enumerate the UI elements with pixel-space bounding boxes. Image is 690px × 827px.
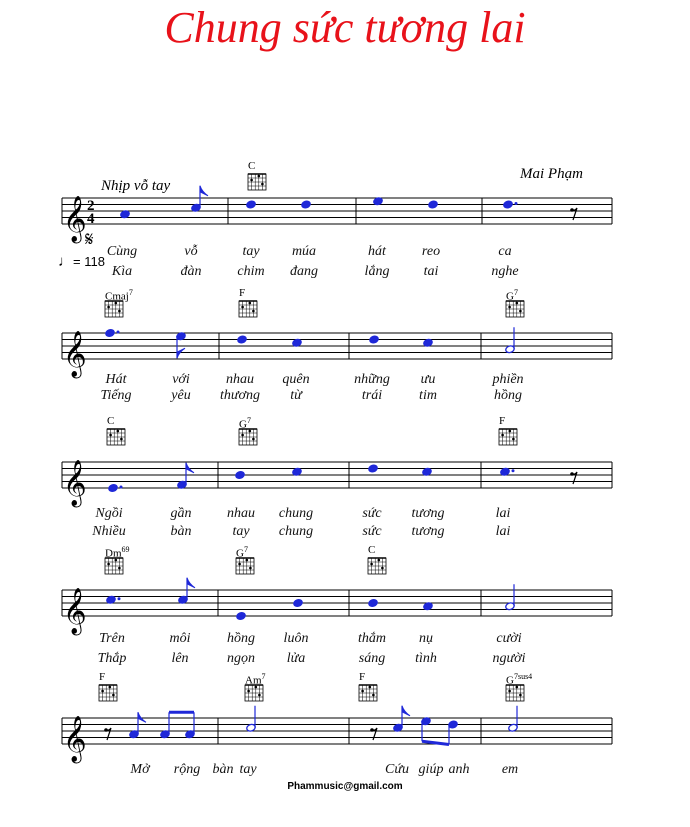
chord-finger-dot xyxy=(247,690,250,693)
chord-finger-dot xyxy=(101,690,104,693)
note-head xyxy=(236,612,246,621)
lyric-syllable: sức xyxy=(362,506,382,521)
chord-name xyxy=(506,287,518,303)
lyric-syllable: reo xyxy=(421,244,441,259)
chord-finger-dot xyxy=(241,434,244,437)
chord-diagram-icon xyxy=(105,301,123,317)
treble-clef-icon xyxy=(63,588,87,636)
lyric-syllable: Ngồi xyxy=(95,506,123,521)
treble-clef-glyph: 𝄞 xyxy=(63,196,87,242)
lyric-syllable: sức xyxy=(362,524,382,539)
chord-finger-dot xyxy=(378,559,381,562)
note-flag xyxy=(402,706,410,716)
chord-finger-dot xyxy=(117,430,120,433)
lyric-syllable: rộng xyxy=(173,762,201,777)
chord-finger-dot xyxy=(241,306,244,309)
eighth-rest-icon xyxy=(572,208,577,220)
lyric-syllable: tim xyxy=(419,388,437,403)
chord-extension: 7 xyxy=(128,288,133,297)
song-title: Chung sức tương lai xyxy=(164,3,526,52)
note-dot xyxy=(512,469,515,472)
chord-finger-dot xyxy=(118,567,121,570)
chord-diagram-icon xyxy=(359,685,377,701)
chord-extension: 7 xyxy=(246,416,251,425)
lyric-syllable: lắng xyxy=(364,264,390,279)
note-flag xyxy=(200,186,208,196)
chord-name xyxy=(359,671,365,683)
chord-extension: 7 xyxy=(243,545,248,554)
note-head xyxy=(108,484,118,493)
chord-name xyxy=(99,671,105,683)
lyric-syllable: giúp xyxy=(418,762,444,777)
chord-finger-dot xyxy=(501,434,504,437)
note-dot xyxy=(120,486,123,489)
chord-name xyxy=(105,544,130,560)
chord-finger-dot xyxy=(519,310,522,313)
lyric-syllable: môi xyxy=(169,631,191,646)
lyric-syllable: lên xyxy=(171,651,189,666)
lyric-syllable: tình xyxy=(415,651,437,666)
note-head xyxy=(503,200,513,209)
treble-clef-glyph: 𝄞 xyxy=(63,588,87,634)
chord-root: G xyxy=(239,418,247,431)
chord-finger-dot xyxy=(381,567,384,570)
chord-diagram-icon xyxy=(245,685,263,701)
lyric-syllable: múa xyxy=(291,244,317,259)
chord-root: F xyxy=(499,415,506,427)
lyric-syllable: những xyxy=(354,372,390,387)
chord-finger-dot xyxy=(109,434,112,437)
chord-finger-dot xyxy=(509,430,512,433)
lyric-syllable: ngọn xyxy=(227,651,255,666)
chord-finger-dot xyxy=(107,306,110,309)
chord-finger-dot xyxy=(372,694,375,697)
lyric-syllable: gần xyxy=(170,506,192,521)
chord-diagram-icon xyxy=(239,429,257,445)
chord-diagram-icon xyxy=(499,429,517,445)
treble-clef-glyph: 𝄞 xyxy=(63,716,87,762)
chord-name xyxy=(368,544,375,556)
chord-finger-dot xyxy=(249,302,252,305)
note-flag xyxy=(186,463,194,473)
lyric-syllable: Kìa xyxy=(111,264,133,279)
chord-root: C xyxy=(248,160,256,172)
chord-name xyxy=(248,160,255,172)
chord-extension: 69 xyxy=(121,545,130,554)
chord-finger-dot xyxy=(109,686,112,689)
lyric-syllable: anh xyxy=(448,762,470,777)
lyric-syllable: em xyxy=(501,762,519,777)
lyric-syllable: Thắp xyxy=(97,651,127,666)
treble-clef-glyph: 𝄞 xyxy=(63,460,87,506)
chord-finger-dot xyxy=(250,179,253,182)
chord-finger-dot xyxy=(361,690,364,693)
lyric-syllable: nụ xyxy=(419,631,433,646)
chord-finger-dot xyxy=(252,310,255,313)
chord-name xyxy=(506,671,532,687)
lyric-syllable: cười xyxy=(496,631,522,646)
chord-diagram-icon xyxy=(105,558,123,574)
lyric-syllable: lửa xyxy=(286,651,306,666)
lyric-syllable: thương xyxy=(220,388,260,403)
treble-clef-icon xyxy=(63,331,87,379)
chord-root: Am xyxy=(245,674,262,687)
treble-clef-icon xyxy=(63,716,87,764)
treble-clef-glyph: 𝄞 xyxy=(63,331,87,377)
note-head xyxy=(237,335,247,344)
eighth-rest-icon xyxy=(372,728,377,740)
chord-finger-dot xyxy=(249,567,252,570)
lyric-syllable: lai xyxy=(495,506,511,521)
note-dot xyxy=(515,202,518,205)
chord-diagram-icon xyxy=(506,685,524,701)
lyric-syllable: chung xyxy=(278,506,314,521)
note-head xyxy=(368,464,378,473)
lyric-syllable: đang xyxy=(290,264,318,279)
chord-finger-dot xyxy=(258,175,261,178)
chord-root: C xyxy=(107,415,115,427)
note-head xyxy=(301,200,311,209)
chord-finger-dot xyxy=(369,686,372,689)
lyric-syllable: chung xyxy=(278,524,314,539)
chord-name xyxy=(499,415,505,427)
lyric-syllable: bàn xyxy=(170,524,192,539)
lyric-syllable: luôn xyxy=(283,631,309,646)
chord-diagram-icon xyxy=(506,301,524,317)
lyric-syllable: trái xyxy=(361,388,383,403)
chord-name xyxy=(239,415,251,431)
chord-finger-dot xyxy=(118,310,121,313)
lyric-syllable: chim xyxy=(237,264,265,279)
lyric-syllable: Tiếng xyxy=(100,388,132,403)
time-signature-top: 2 xyxy=(87,198,95,214)
lyric-syllable: hồng xyxy=(227,631,255,646)
lyric-syllable: tay xyxy=(242,244,260,259)
note-dot xyxy=(118,597,121,600)
chord-diagram-icon xyxy=(239,301,257,317)
note-flag xyxy=(187,578,195,588)
treble-clef-icon xyxy=(63,196,87,244)
lyric-syllable: lai xyxy=(495,524,511,539)
lyric-syllable: người xyxy=(492,651,526,666)
eighth-rest-icon xyxy=(572,472,577,484)
chord-name xyxy=(245,671,266,687)
lyric-syllable: tương xyxy=(411,524,445,539)
lyric-syllable: Trên xyxy=(99,631,125,646)
chord-root: F xyxy=(239,287,246,299)
chord-diagram-icon xyxy=(248,174,266,190)
note-dot xyxy=(117,331,120,334)
chord-root: Dm xyxy=(105,547,122,560)
chord-root: F xyxy=(359,671,366,683)
composer: Mai Phạm xyxy=(520,166,583,182)
lyric-syllable: bàn xyxy=(212,762,234,777)
time-signature-bottom: 4 xyxy=(87,211,95,227)
footer-email: Phammusic@gmail.com xyxy=(287,781,403,792)
lyric-syllable: phiền xyxy=(492,372,524,387)
lyric-syllable: nghe xyxy=(491,264,519,279)
note-head xyxy=(235,471,245,480)
lyric-syllable: Nhiều xyxy=(92,524,126,539)
chord-finger-dot xyxy=(519,694,522,697)
chord-diagram-icon xyxy=(236,558,254,574)
lyric-syllable: Cứu xyxy=(385,762,409,777)
chord-name xyxy=(105,287,133,303)
chord-root: G xyxy=(506,290,514,303)
note-head xyxy=(105,329,115,338)
quarter-note-icon: ♩ xyxy=(58,253,73,270)
note-head xyxy=(428,200,438,209)
lyric-syllable: yêu xyxy=(171,388,191,403)
chord-finger-dot xyxy=(512,438,515,441)
chord-finger-dot xyxy=(508,306,511,309)
chord-root: G xyxy=(236,547,244,560)
lyric-syllable: tay xyxy=(239,762,257,777)
lyric-syllable: tương xyxy=(411,506,445,521)
chord-name xyxy=(236,544,248,560)
lyric-syllable: nhau xyxy=(227,506,255,521)
lyric-syllable: đàn xyxy=(180,264,202,279)
chord-extension: 7sus4 xyxy=(513,672,533,681)
lyric-syllable: quên xyxy=(282,372,310,387)
lyric-syllable: ưu xyxy=(420,372,436,387)
chord-finger-dot xyxy=(238,563,241,566)
lyric-syllable: vỗ xyxy=(184,244,198,259)
lyric-syllable: tay xyxy=(232,524,250,539)
note-flag xyxy=(138,712,146,722)
chord-finger-dot xyxy=(120,438,123,441)
chord-finger-dot xyxy=(107,563,110,566)
chord-name xyxy=(107,415,114,427)
chord-root: C xyxy=(368,544,376,556)
lyric-syllable: ca xyxy=(498,244,512,259)
lyric-syllable: từ xyxy=(290,388,302,403)
lyric-syllable: thắm xyxy=(358,631,386,646)
lyric-syllable: nhau xyxy=(226,372,254,387)
note-head xyxy=(368,599,378,608)
treble-clef-icon xyxy=(63,460,87,508)
segno-icon: 𝄋 xyxy=(85,227,94,251)
note-head xyxy=(246,200,256,209)
chord-root: F xyxy=(99,671,106,683)
chord-finger-dot xyxy=(508,690,511,693)
chord-finger-dot xyxy=(252,438,255,441)
chord-diagram-icon xyxy=(107,429,125,445)
note-head xyxy=(369,335,379,344)
lyric-syllable: với xyxy=(172,372,190,387)
chord-root: Cmaj xyxy=(105,290,129,303)
performance-note: Nhịp vỗ tay xyxy=(101,178,171,194)
chord-finger-dot xyxy=(112,694,115,697)
lyric-syllable: hồng xyxy=(494,388,522,403)
note-flag xyxy=(177,348,185,358)
lyric-syllable: tai xyxy=(423,264,439,279)
lyric-syllable: Cùng xyxy=(106,244,138,259)
eighth-rest-icon xyxy=(106,728,111,740)
chord-diagram-icon xyxy=(368,558,386,574)
chord-finger-dot xyxy=(370,563,373,566)
chord-root: G xyxy=(506,674,514,687)
lyric-syllable: Hát xyxy=(105,372,127,387)
chord-name xyxy=(239,287,245,299)
tempo-value: = 118 xyxy=(73,254,105,269)
lyric-syllable: Mở xyxy=(130,762,150,777)
chord-finger-dot xyxy=(258,694,261,697)
lyric-syllable: sáng xyxy=(358,651,386,666)
chord-diagram-icon xyxy=(99,685,117,701)
time-signature xyxy=(87,198,95,227)
chord-extension: 7 xyxy=(261,672,266,681)
chord-finger-dot xyxy=(261,183,264,186)
lyric-syllable: hát xyxy=(368,244,386,259)
chord-extension: 7 xyxy=(513,288,518,297)
note-head xyxy=(293,599,303,608)
